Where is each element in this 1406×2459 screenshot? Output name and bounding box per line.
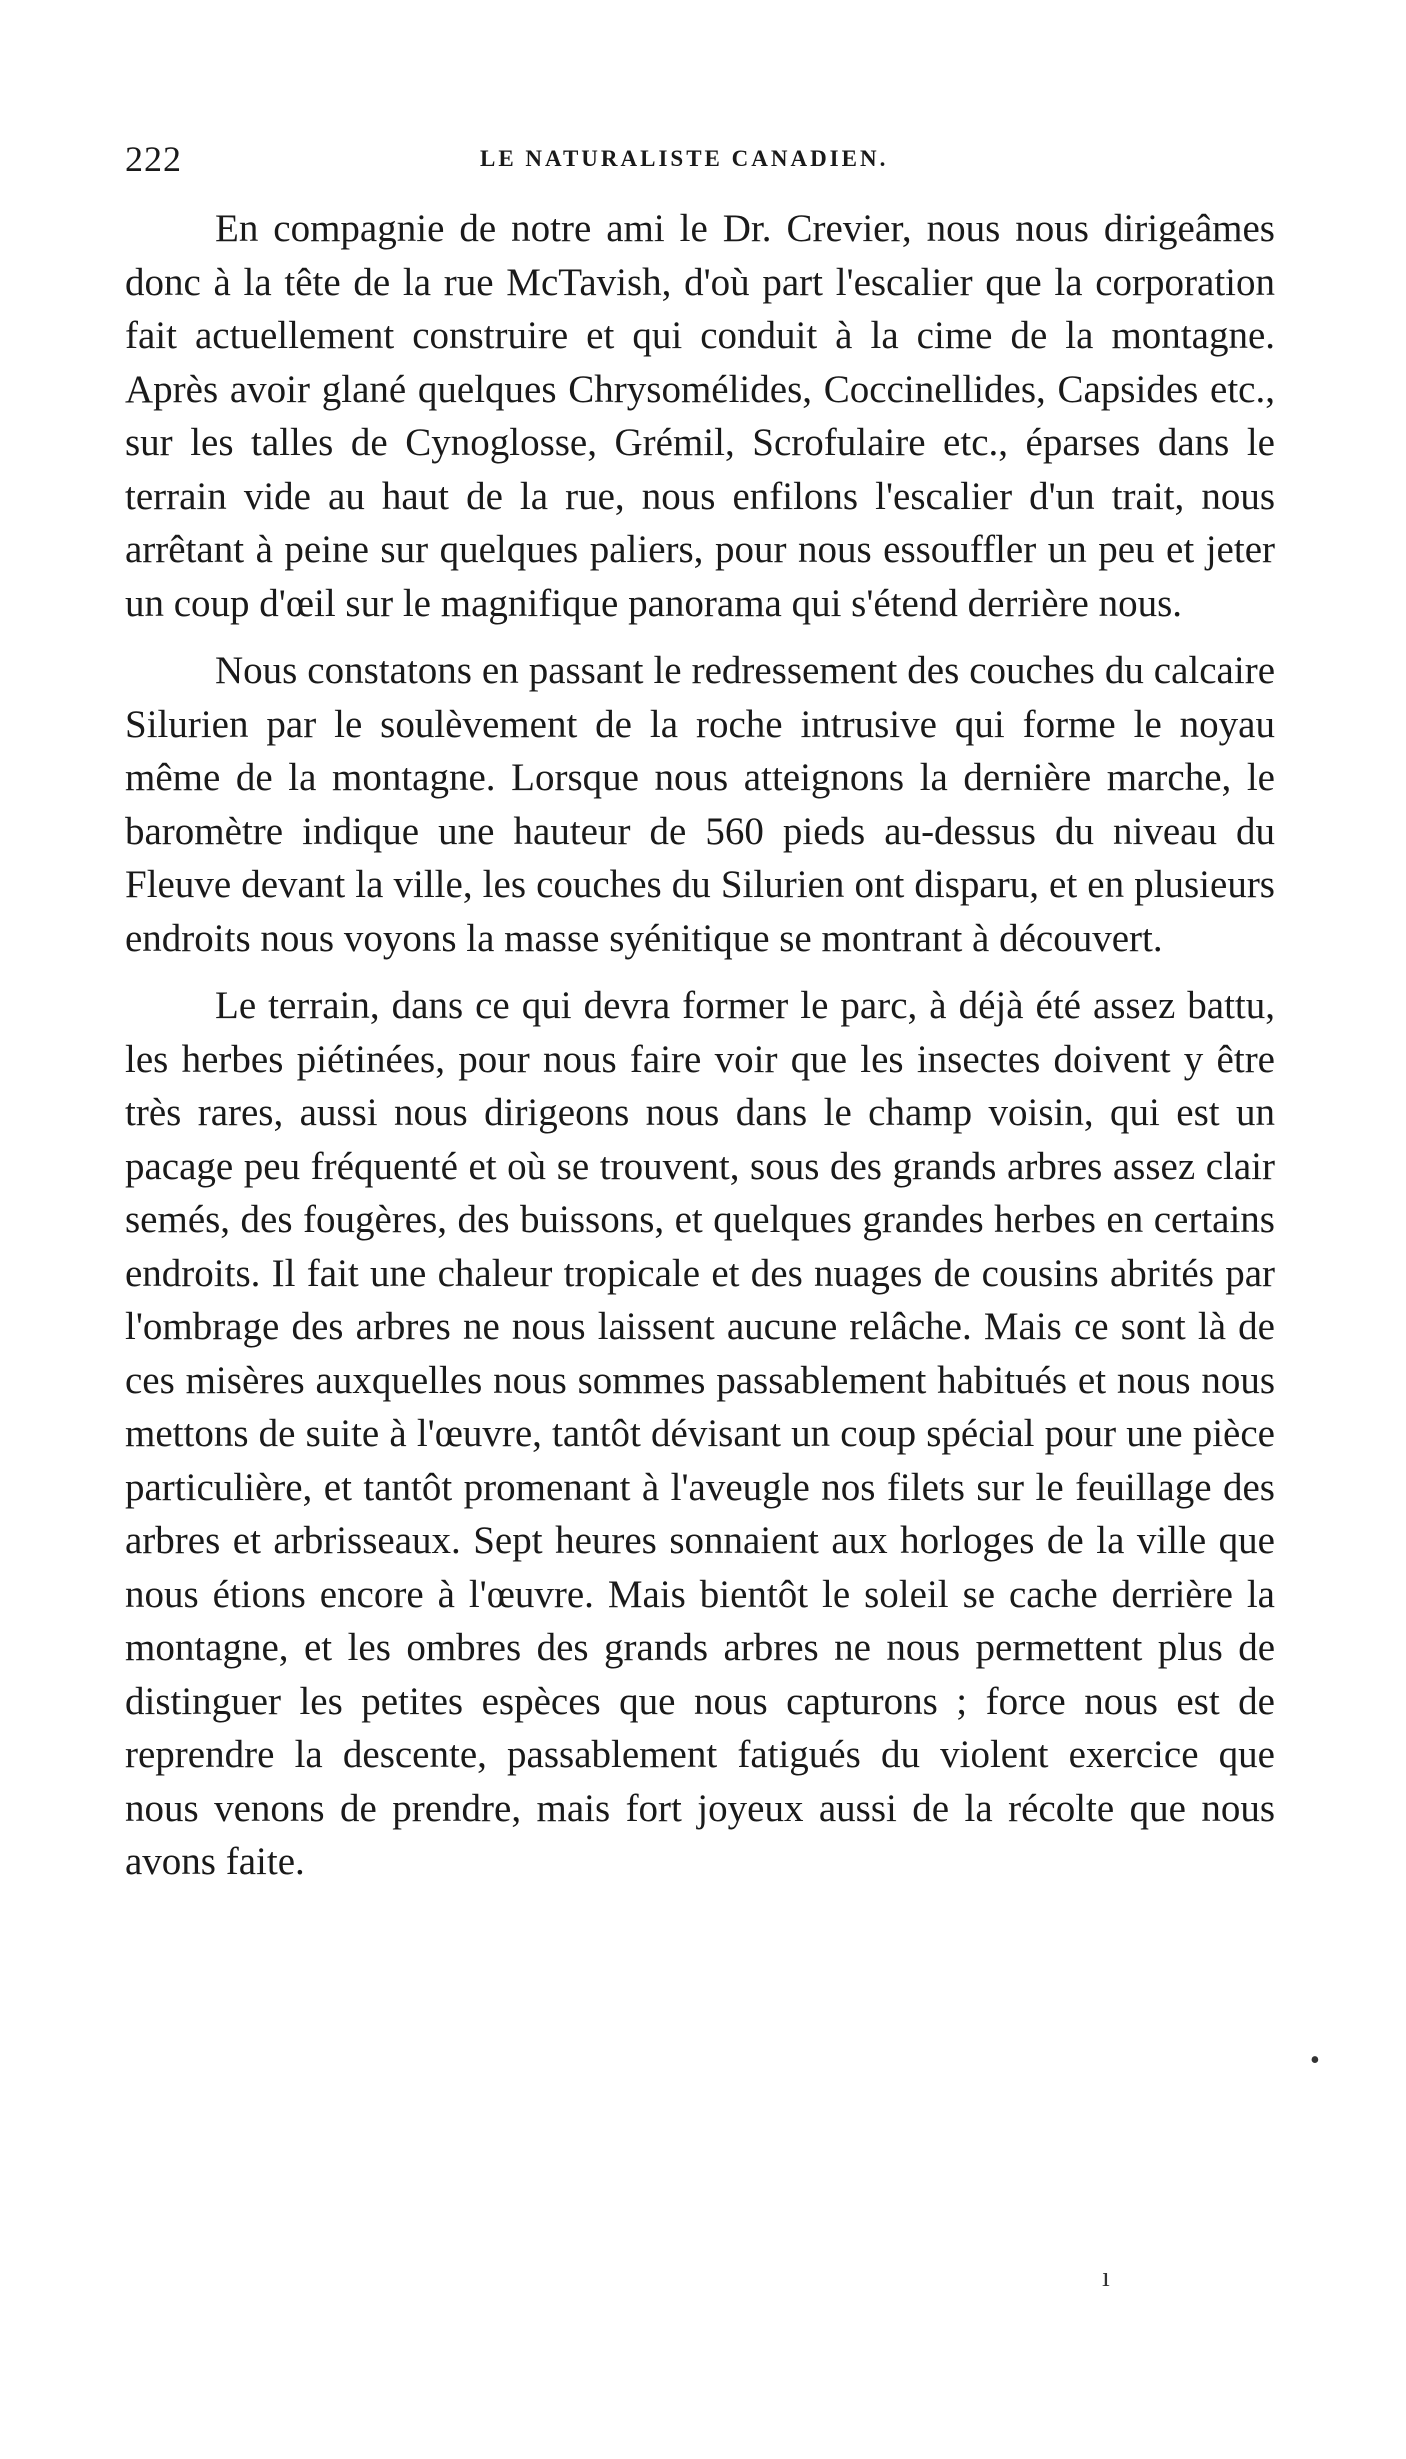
- paragraph-3: Le terrain, dans ce qui devra former le parc, à déjà été assez battu, les herbes piétinées, pour nous faire voir que les insectes doivent y être très rares, aussi nous dirigeons nous dans le champ voisin, qui est un pacage peu fréquenté et où se trouvent, sous des grands arbres assez clair semés, des fougères, des buissons, et quelques grandes herbes en certains endroits. Il fait une chaleur tropicale et des nuages de cousins abrités par l'ombrage des arbres ne nous laissent aucune relâche. Mais ce sont là de ces misères auxquelles nous sommes passablement habitués et nous nous mettons de suite à l'œuvre, tantôt dévisant un coup spécial pour une pièce particulière, et tantôt promenant à l'aveugle nos filets sur le feuillage des arbres et arbrisseaux. Sept heures sonnaient aux horloges de la ville que nous étions encore à l'œuvre. Mais bientôt le soleil se cache derrière la montagne, et les ombres des grands arbres ne nous permettent plus de distinguer les petites espèces que nous capturons ; force nous est de reprendre la descente, passablement fatigués du violent exercice que nous venons de prendre, mais fort joyeux aussi de la récolte que nous avons faite.: [125, 984, 1275, 1883]
- book-page: [125, 120, 1275, 1903]
- page-body: [125, 202, 1275, 1889]
- page-header: [125, 120, 1275, 180]
- paragraph-1: En compagnie de notre ami le Dr. Crevier, nous nous dirigeâmes donc à la tête de la rue McTavish, d'où part l'escalier que la corporation fait actuellement construire et qui conduit à la cime de la montagne. Après avoir glané quelques Chrysomélides, Coccinellides, Capsides etc., sur les talles de Cynoglosse, Grémil, Scrofulaire etc., éparses dans le terrain vide au haut de la rue, nous enfilons l'escalier d'un trait, nous arrêtant à peine sur quelques paliers, pour nous essouffler un peu et jeter un coup d'œil sur le magnifique panorama qui s'étend derrière nous.: [125, 207, 1275, 625]
- paragraph-2: Nous constatons en passant le redressement des couches du calcaire Silurien par le soulèvement de la roche intrusive qui forme le noyau même de la montagne. Lorsque nous atteignons la dernière marche, le baromètre indique une hauteur de 560 pieds au-dessus du niveau du Fleuve devant la ville, les couches du Silurien ont disparu, et en plusieurs endroits nous voyons la masse syénitique se montrant à découvert.: [125, 649, 1275, 960]
- page-number: 222: [125, 139, 182, 179]
- stray-mark: ı: [1102, 2262, 1110, 2293]
- stray-mark: •: [1310, 2045, 1320, 2076]
- running-title: LE NATURALISTE CANADIEN.: [480, 146, 889, 171]
